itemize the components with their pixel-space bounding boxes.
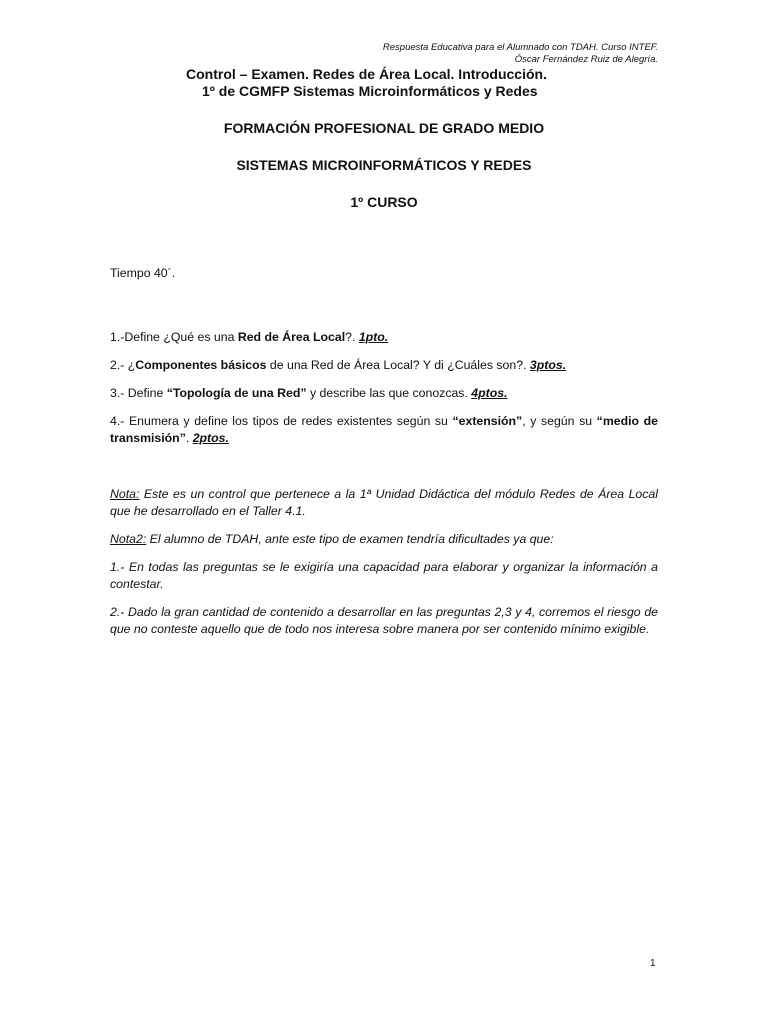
exam-title <box>110 66 658 100</box>
question-3-term: “Topología de una Red” <box>166 386 307 400</box>
header-author-line: Óscar Fernández Ruiz de Alegría. <box>514 54 658 65</box>
exam-title-line1: Control – Examen. Redes de Área Local. Introducción. <box>186 66 547 82</box>
question-4 <box>110 413 658 446</box>
note-2 <box>110 531 658 548</box>
question-3 <box>110 385 658 402</box>
question-3-score: 4ptos. <box>471 386 508 400</box>
page-number: 1 <box>650 958 656 969</box>
question-4-text-end: . <box>185 430 193 445</box>
time-limit: Tiempo 40´. <box>110 266 176 280</box>
heading-level: FORMACIÓN PROFESIONAL DE GRADO MEDIO <box>223 120 545 136</box>
exam-title-line2: 1º de CGMFP Sistemas Microinformáticos y Redes <box>202 83 538 99</box>
note-1-label: Nota: <box>110 487 140 501</box>
question-3-text-end: y describe las que conozcas. <box>306 386 472 400</box>
question-3-text: 3.- Define <box>110 386 167 400</box>
question-1 <box>110 329 658 346</box>
note-1 <box>110 486 658 519</box>
question-2 <box>110 357 658 374</box>
question-4-term-1: “extensión” <box>452 414 523 428</box>
note-point-1: 1.- En todas las preguntas se le exigiría una capacidad para elaborar y organizar la información a contestar. <box>110 560 658 591</box>
question-2-score: 3ptos. <box>529 358 567 372</box>
header-course-line: Respuesta Educativa para el Alumnado con TDAH. Curso INTEF. <box>382 42 658 53</box>
question-1-text-end: ?. <box>345 330 359 344</box>
question-4-text: 4.- Enumera y define los tipos de redes existentes según su <box>110 414 453 428</box>
note-1-text: Este es un control que pertenece a la 1ª Unidad Didáctica del módulo Redes de Área Local que he desarrollado en el Taller 4.1. <box>110 487 658 518</box>
question-2-text: 2.- ¿ <box>110 358 136 372</box>
question-4-score: 2ptos. <box>192 430 229 445</box>
question-2-text-end: de una Red de Área Local? Y di ¿Cuáles son?. <box>266 358 530 372</box>
question-4-term-2: “medio de transmisión” <box>110 414 658 445</box>
question-4-text-mid: , y según su <box>522 414 597 428</box>
note-point-2: 2.- Dado la gran cantidad de contenido a desarrollar en las preguntas 2,3 y 4, corremos el riesgo de que no conteste aquello que de todo nos interesa sobre manera por ser contenido mínimo exigible. <box>110 605 658 636</box>
note-2-label: Nota2: <box>110 532 147 546</box>
heading-course: 1º CURSO <box>350 194 418 210</box>
question-1-text: 1.-Define ¿Qué es una <box>110 330 238 344</box>
question-1-term: Red de Área Local <box>237 330 346 344</box>
note-2-text: El alumno de TDAH, ante este tipo de examen tendría dificultades ya que: <box>146 532 554 546</box>
question-2-term: Componentes básicos <box>135 358 267 372</box>
question-1-score: 1pto. <box>358 330 389 344</box>
heading-program: SISTEMAS MICROINFORMÁTICOS Y REDES <box>236 157 532 173</box>
